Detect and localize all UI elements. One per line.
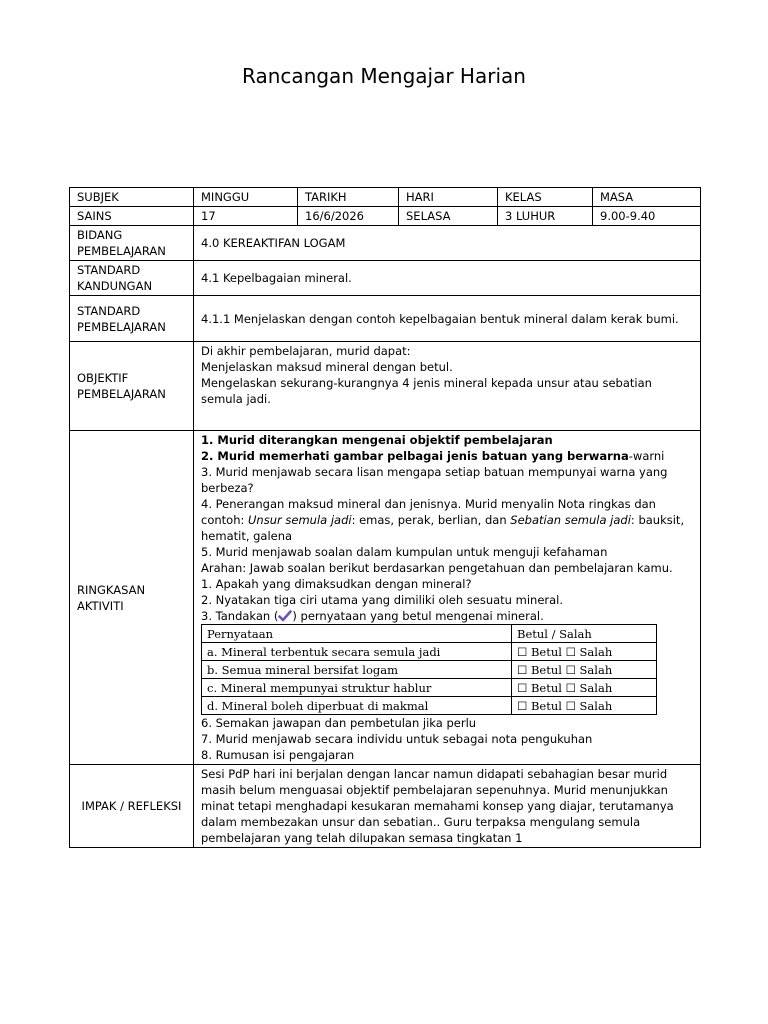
value-hari: SELASA (399, 207, 498, 226)
step-5: 5. Murid menjawab soalan dalam kumpulan untuk menguji kefahaman (201, 545, 608, 559)
choice-checkboxes[interactable]: ☐ Betul ☐ Salah (512, 697, 657, 715)
step-2 (201, 448, 693, 464)
table-row (202, 697, 657, 715)
ringkasan-label-line-2: AKTIVITI (77, 598, 124, 613)
objektif-line-2: Menjelaskan maksud mineral dengan betul. (201, 360, 453, 374)
standard-pembelajaran-label-line-1: STANDARD (77, 303, 141, 318)
objektif-label (70, 342, 194, 431)
standard-pembelajaran-label (70, 296, 194, 342)
statement-cell: c. Mineral mempunyai struktur hablur (202, 679, 512, 697)
statement-cell: a. Mineral terbentuk secara semula jadi (202, 643, 512, 661)
lesson-plan-table (69, 187, 701, 848)
value-tarikh: 16/6/2026 (298, 207, 399, 226)
impak-label: IMPAK / REFLEKSI (70, 765, 194, 848)
statement-table-header (202, 625, 657, 643)
table-row (202, 679, 657, 697)
impak-value: Sesi PdP hari ini berjalan dengan lancar namun didapati sebahagian besar murid masih belum menguasai objektif pembelajaran sepenuhnya. Murid menunjukkan minat tetapi menghadapi kesukaran memahami konsep yang diajar, terutamanya dalam membezakan unsur dan sebatian.. Guru terpaksa mengulang semula pembelajaran yang telah dilupakan semasa tingkatan 1 (194, 765, 701, 848)
objektif-line-3: Mengelaskan sekurang-kurangnya 4 jenis mineral kepada unsur atau sebatian semula jadi. (201, 376, 652, 406)
step-4-c: : bauksit, hematit, galena (201, 513, 685, 543)
ringkasan-label-line-1: RINGKASAN (77, 582, 146, 597)
step-4-unsur: Unsur semula jadi (248, 513, 352, 527)
step-4 (201, 496, 693, 544)
step-4-a: 4. Penerangan maksud mineral dan jenisnya. Murid menyalin Nota ringkas dan contoh: (201, 497, 656, 527)
checkmark-icon (278, 610, 292, 622)
ringkasan-value (194, 431, 701, 765)
ringkasan-row (70, 431, 701, 765)
bidang-label-line-1: BIDANG (77, 228, 123, 242)
header-row (70, 188, 701, 207)
question-2: 2. Nyatakan tiga ciri utama yang dimiliki oleh sesuatu mineral. (201, 593, 564, 607)
question-3-a: 3. Tandakan ( (201, 609, 279, 623)
question-1: 1. Apakah yang dimaksudkan dengan mineral? (201, 577, 472, 591)
standard-kandungan-value: 4.1 Kepelbagaian mineral. (194, 261, 701, 296)
choice-checkboxes[interactable]: ☐ Betul ☐ Salah (512, 661, 657, 679)
header-hari: HARI (399, 188, 498, 207)
step-1: 1. Murid diterangkan mengenai objektif pembelajaran (201, 433, 553, 447)
bidang-label (70, 226, 194, 261)
objektif-label-line-2: PEMBELAJARAN (77, 387, 166, 401)
header-masa: MASA (593, 188, 701, 207)
standard-kandungan-label-line-2: KANDUNGAN (77, 279, 153, 293)
objektif-row (70, 342, 701, 431)
statement-table (201, 624, 657, 715)
objektif-label-line-1: OBJEKTIF (77, 371, 129, 385)
statement-header: Pernyataan (202, 625, 512, 643)
step-2-rest: -warni (628, 449, 665, 463)
bidang-row (70, 226, 701, 261)
page-title: Rancangan Mengajar Harian (242, 64, 526, 88)
standard-kandungan-label (70, 261, 194, 296)
value-subjek: SAINS (70, 207, 194, 226)
header-tarikh: TARIKH (298, 188, 399, 207)
step-3: 3. Murid menjawab secara lisan mengapa setiap batuan mempunyai warna yang berbeza? (201, 465, 668, 495)
standard-kandungan-row (70, 261, 701, 296)
header-minggu: MINGGU (194, 188, 298, 207)
question-3-b: ) pernyataan yang betul mengenai mineral. (292, 609, 544, 623)
impak-row (70, 765, 701, 848)
standard-pembelajaran-value: 4.1.1 Menjelaskan dengan contoh kepelbagaian bentuk mineral dalam kerak bumi. (194, 296, 701, 342)
choice-checkboxes[interactable]: ☐ Betul ☐ Salah (512, 643, 657, 661)
ringkasan-label (70, 431, 194, 765)
step-7: 7. Murid menjawab secara individu untuk sebagai nota pengukuhan (201, 732, 593, 746)
standard-kandungan-label-line-1: STANDARD (77, 263, 141, 277)
bidang-label-line-2: PEMBELAJARAN (77, 244, 166, 258)
standard-pembelajaran-label-line-2: PEMBELAJARAN (77, 319, 166, 334)
objektif-line-1: Di akhir pembelajaran, murid dapat: (201, 344, 411, 358)
table-row (202, 661, 657, 679)
header-subjek: SUBJEK (70, 188, 194, 207)
question-3 (201, 608, 693, 624)
step-8: 8. Rumusan isi pengajaran (201, 748, 355, 762)
step-6: 6. Semakan jawapan dan pembetulan jika perlu (201, 716, 477, 730)
betul-salah-header: Betul / Salah (512, 625, 657, 643)
statement-cell: d. Mineral boleh diperbuat di makmal (202, 697, 512, 715)
value-masa: 9.00-9.40 (593, 207, 701, 226)
statement-cell: b. Semua mineral bersifat logam (202, 661, 512, 679)
step-4-b: : emas, perak, berlian, dan (351, 513, 511, 527)
step-2-bold: 2. Murid memerhati gambar pelbagai jenis batuan yang berwarna (201, 449, 629, 463)
bidang-value: 4.0 KEREAKTIFAN LOGAM (194, 226, 701, 261)
choice-checkboxes[interactable]: ☐ Betul ☐ Salah (512, 679, 657, 697)
standard-pembelajaran-row (70, 296, 701, 342)
step-4-sebatian: Sebatian semula jadi (510, 513, 631, 527)
value-kelas: 3 LUHUR (498, 207, 593, 226)
arahan: Arahan: Jawab soalan berikut berdasarkan pengetahuan dan pembelajaran kamu. (201, 561, 673, 575)
value-minggu: 17 (194, 207, 298, 226)
value-row (70, 207, 701, 226)
header-kelas: KELAS (498, 188, 593, 207)
table-row (202, 643, 657, 661)
objektif-value (194, 342, 701, 431)
